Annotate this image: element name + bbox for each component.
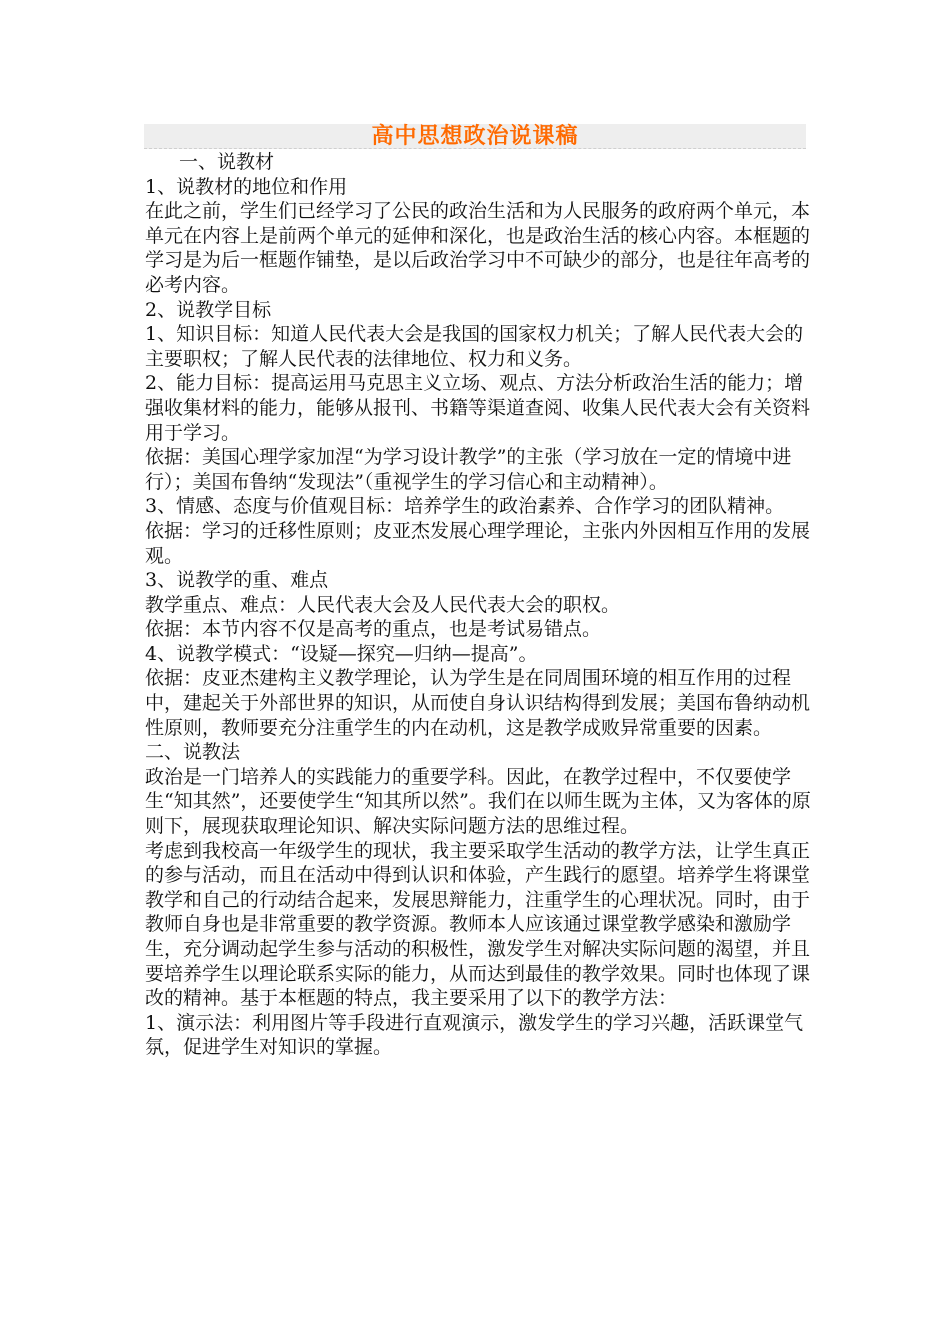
paragraph: 依据：美国心理学家加涅“为学习设计教学”的主张（学习放在一定的情境中进行）；美国布鲁纳“发现法”（重视学生的学习信心和主动精神）。 xyxy=(145,446,792,493)
paragraph: 2、能力目标：提高运用马克思主义立场、观点、方法分析政治生活的能力；增强收集材料的能力，能够从报刊、书籍等渠道查阅、收集人民代表大会有关资料用于学习。 xyxy=(145,372,811,444)
paragraph: 在此之前，学生们已经学习了公民的政治生活和为人民服务的政府两个单元，本单元在内容上是前两个单元的延伸和深化，也是政治生活的核心内容。本框题的学习是为后一框题作铺垫，是以后政治学习中不可缺少的部分，也是往年高考的必考内容。 xyxy=(145,200,811,296)
paragraph: 3、说教学的重、难点 xyxy=(145,569,329,592)
paragraph: 一、说教材 xyxy=(179,151,275,173)
page-title: 高中思想政治说课稿 xyxy=(371,123,579,149)
paragraph: 3、情感、态度与价值观目标：培养学生的政治素养、合作学习的团队精神。 xyxy=(145,495,785,518)
paragraph: 依据：本节内容不仅是高考的重点，也是考试易错点。 xyxy=(145,618,602,641)
paragraph: 2、说教学目标 xyxy=(145,298,272,321)
paragraph: 教学重点、难点：人民代表大会及人民代表大会的职权。 xyxy=(145,593,621,616)
paragraph: 1、说教材的地位和作用 xyxy=(145,175,348,198)
paragraph: 考虑到我校高一年级学生的现状，我主要采取学生活动的教学方法，让学生真正的参与活动，而且在活动中得到认识和体验，产生践行的愿望。培养学生将课堂教学和自己的行动结合起来，发展思辩能力，注重学生的心理状况。同时，由于教师自身也是非常重要的教学资源。教师本人应该通过课堂教学感染和激励学生，充分调动起学生参与活动的积极性，激发学生对解决实际问题的渴望，并且要培养学生以理论联系实际的能力，从而达到最佳的教学效果。同时也体现了课改的精神。基于本框题的特点，我主要采用了以下的教学方法： xyxy=(145,839,811,1010)
paragraph: 4、说教学模式：“设疑—探究—归纳—提高”。 xyxy=(145,642,538,665)
paragraph: 依据：学习的迁移性原则；皮亚杰发展心理学理论，主张内外因相互作用的发展观。 xyxy=(145,519,811,567)
paragraph: 依据：皮亚杰建构主义教学理论，认为学生是在同周围环境的相互作用的过程中，建起关于外部世界的知识，从而使自身认识结构得到发展；美国布鲁纳动机性原则，教师要充分注重学生的内在动机，这是教学成败异常重要的因素。 xyxy=(145,667,811,739)
paragraph: 1、知识目标：知道人民代表大会是我国的国家权力机关；了解人民代表大会的主要职权；了解人民代表的法律地位、权力和义务。 xyxy=(145,323,804,370)
document-body xyxy=(145,150,813,1060)
paragraph: 1、演示法：利用图片等手段进行直观演示，激发学生的学习兴趣，活跃课堂气氛，促进学生对知识的掌握。 xyxy=(145,1011,804,1059)
title-bar xyxy=(144,124,806,149)
paragraph: 政治是一门培养人的实践能力的重要学科。因此，在教学过程中，不仅要使学生“知其然”，还要使学生“知其所以然”。我们在以师生既为主体，又为客体的原则下，展现获取理论知识、解决实际问题方法的思维过程。 xyxy=(145,765,811,838)
paragraph: 二、说教法 xyxy=(145,741,241,764)
